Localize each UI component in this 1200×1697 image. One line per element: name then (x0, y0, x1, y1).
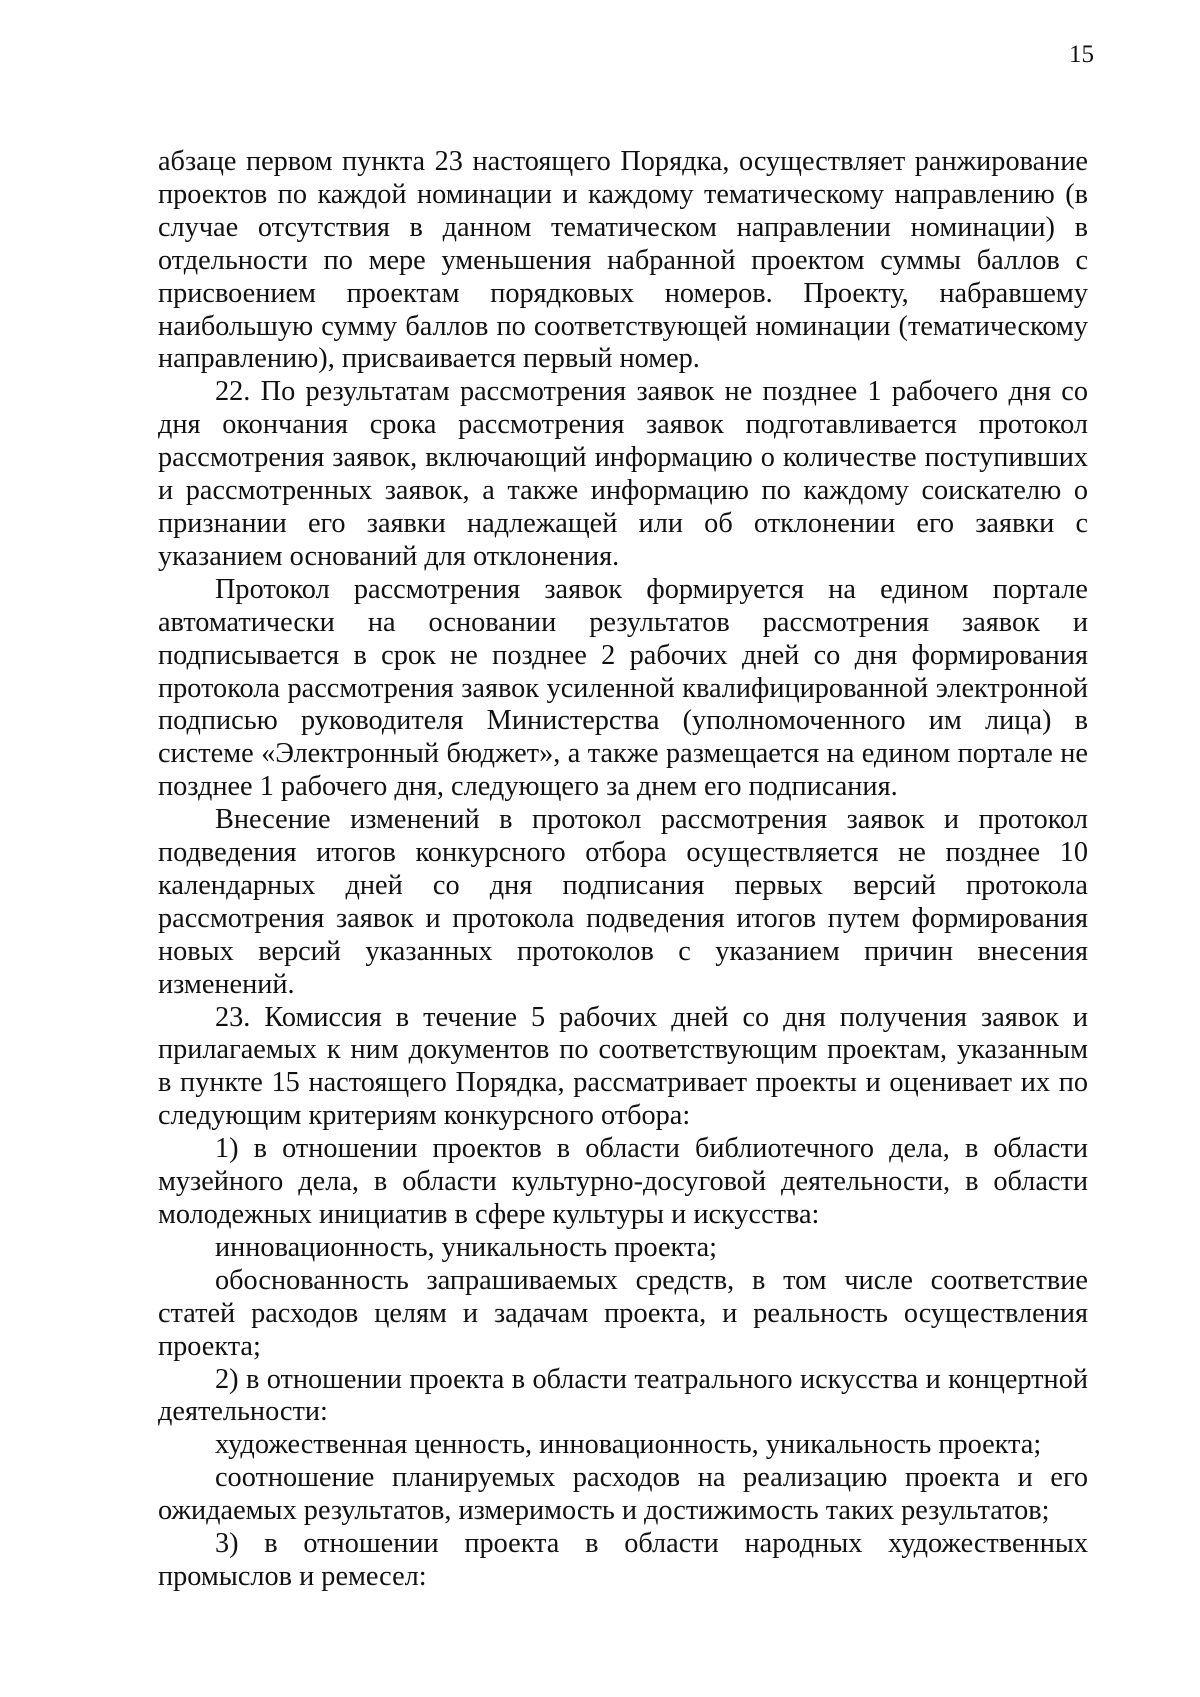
list-item-3: 3) в отношении проекта в области народных художественных промыслов и ремесел: (158, 1528, 1088, 1592)
list-item-1: 1) в отношении проектов в области библиотечного дела, в области музейного дела, в области культурно-досуговой деятельности, в области молодежных инициатив в сфере культуры и искусства: (158, 1133, 1088, 1230)
paragraph-protocol-formation: Протокол рассмотрения заявок формируется на едином портале автоматически на основании результатов рассмотрения заявок и подписывается в срок не позднее 2 рабочих дней со дня формирования протокола рассмотрения заявок усиленной квалифицированной электронной подписью руководителя Министерства (уполномоченного им лица) в системе «Электронный бюджет», а также размещается на едином портале не позднее 1 рабочего дня, следующего за днем его подписания. (158, 573, 1088, 803)
page-number: 15 (1069, 41, 1094, 68)
criterion-artistic-value: художественная ценность, инновационность, уникальность проекта; (215, 1429, 1042, 1461)
paragraph-item-22: 22. По результатам рассмотрения заявок не позднее 1 рабочего дня со дня окончания срока рассмотрения заявок подготавливается протокол рассмотрения заявок, включающий информацию о количестве поступивших и рассмотренных заявок, а также информацию по каждому соискателю о признании его заявки надлежащей или об отклонении его заявки с указанием оснований для отклонения. (158, 376, 1088, 572)
paragraph-item-23: 23. Комиссия в течение 5 рабочих дней со дня получения заявок и прилагаемых к ним документов по соответствующим проектам, указанным в пункте 15 настоящего Порядка, рассматривает проекты и оценивает их по следующим критериям конкурсного отбора: (158, 1001, 1088, 1132)
criterion-cost-ratio: соотношение планируемых расходов на реализацию проекта и его ожидаемых результатов, измеримость и достижимость таких результатов; (158, 1462, 1088, 1527)
document-body (158, 146, 1088, 1594)
list-item-2: 2) в отношении проекта в области театрального искусства и концертной деятельности: (158, 1363, 1088, 1428)
paragraph-1: абзаце первом пункта 23 настоящего Порядка, осуществляет ранжирование проектов по каждой номинации и каждому тематическому направлению (в случае отсутствия в данном тематическом направлении номинации) в отдельности по мере уменьшения набранной проектом суммы баллов с присвоением проектам порядковых номеров. Проекту, набравшему наибольшую сумму баллов по соответствующей номинации (тематическому направлению), присваивается первый номер. (158, 146, 1088, 375)
criterion-justification: обоснованность запрашиваемых средств, в том числе соответствие статей расходов целям и задачам проекта, и реальность осуществления проекта; (158, 1264, 1088, 1362)
criterion-innovation: инновационность, уникальность проекта; (215, 1231, 718, 1263)
paragraph-protocol-changes: Внесение изменений в протокол рассмотрения заявок и протокол подведения итогов конкурсного отбора осуществляется не позднее 10 календарных дней со дня подписания первых версий протокола рассмотрения заявок и протокола подведения итогов путем формирования новых версий указанных протоколов с указанием причин внесения изменений. (158, 804, 1088, 1000)
